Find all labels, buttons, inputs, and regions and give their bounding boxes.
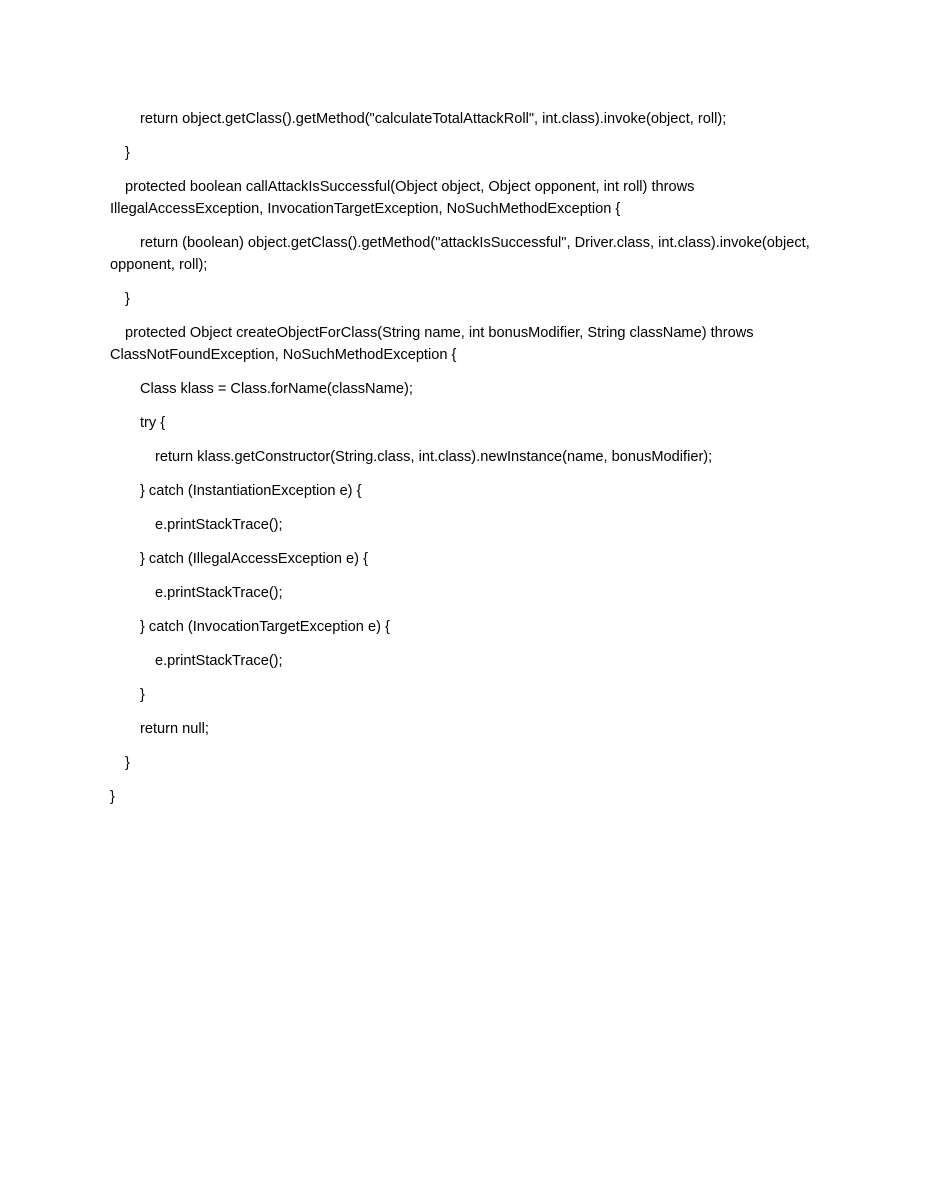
code-line-close-class-brace: } bbox=[110, 789, 115, 805]
code-line-return-attack-is-successful: return (boolean) object.getClass().getMethod("attackIsSuccessful", Driver.class, int.class).invoke(object, opponent, roll); bbox=[110, 235, 810, 273]
code-line-catch-illegal-access: } catch (IllegalAccessException e) { bbox=[140, 551, 368, 567]
code-listing bbox=[110, 108, 810, 820]
code-line-close-brace: } bbox=[140, 687, 145, 703]
code-line-method-create-object-for-class: protected Object createObjectForClass(String name, int bonusModifier, String className) throws ClassNotFoundException, NoSuchMethodException { bbox=[110, 325, 754, 363]
code-line-print-stack-trace: e.printStackTrace(); bbox=[155, 653, 283, 669]
code-line-return-null: return null; bbox=[140, 721, 209, 737]
code-line-close-brace: } bbox=[125, 291, 130, 307]
code-line-catch-instantiation: } catch (InstantiationException e) { bbox=[140, 483, 362, 499]
code-line-return-new-instance: return klass.getConstructor(String.class, int.class).newInstance(name, bonusModifier); bbox=[155, 449, 713, 465]
code-line-class-for-name: Class klass = Class.forName(className); bbox=[140, 381, 413, 397]
code-line-close-brace: } bbox=[125, 145, 130, 161]
code-line-catch-invocation-target: } catch (InvocationTargetException e) { bbox=[140, 619, 390, 635]
code-line-close-brace: } bbox=[125, 755, 130, 771]
code-line-print-stack-trace: e.printStackTrace(); bbox=[155, 585, 283, 601]
code-line-return-attack-roll: return object.getClass().getMethod("calculateTotalAttackRoll", int.class).invoke(object, roll); bbox=[140, 111, 727, 127]
code-line-try: try { bbox=[140, 415, 166, 431]
code-line-method-call-attack-is-successful: protected boolean callAttackIsSuccessful(Object object, Object opponent, int roll) throws IllegalAccessException, InvocationTargetException, NoSuchMethodException { bbox=[110, 179, 695, 217]
code-line-print-stack-trace: e.printStackTrace(); bbox=[155, 517, 283, 533]
